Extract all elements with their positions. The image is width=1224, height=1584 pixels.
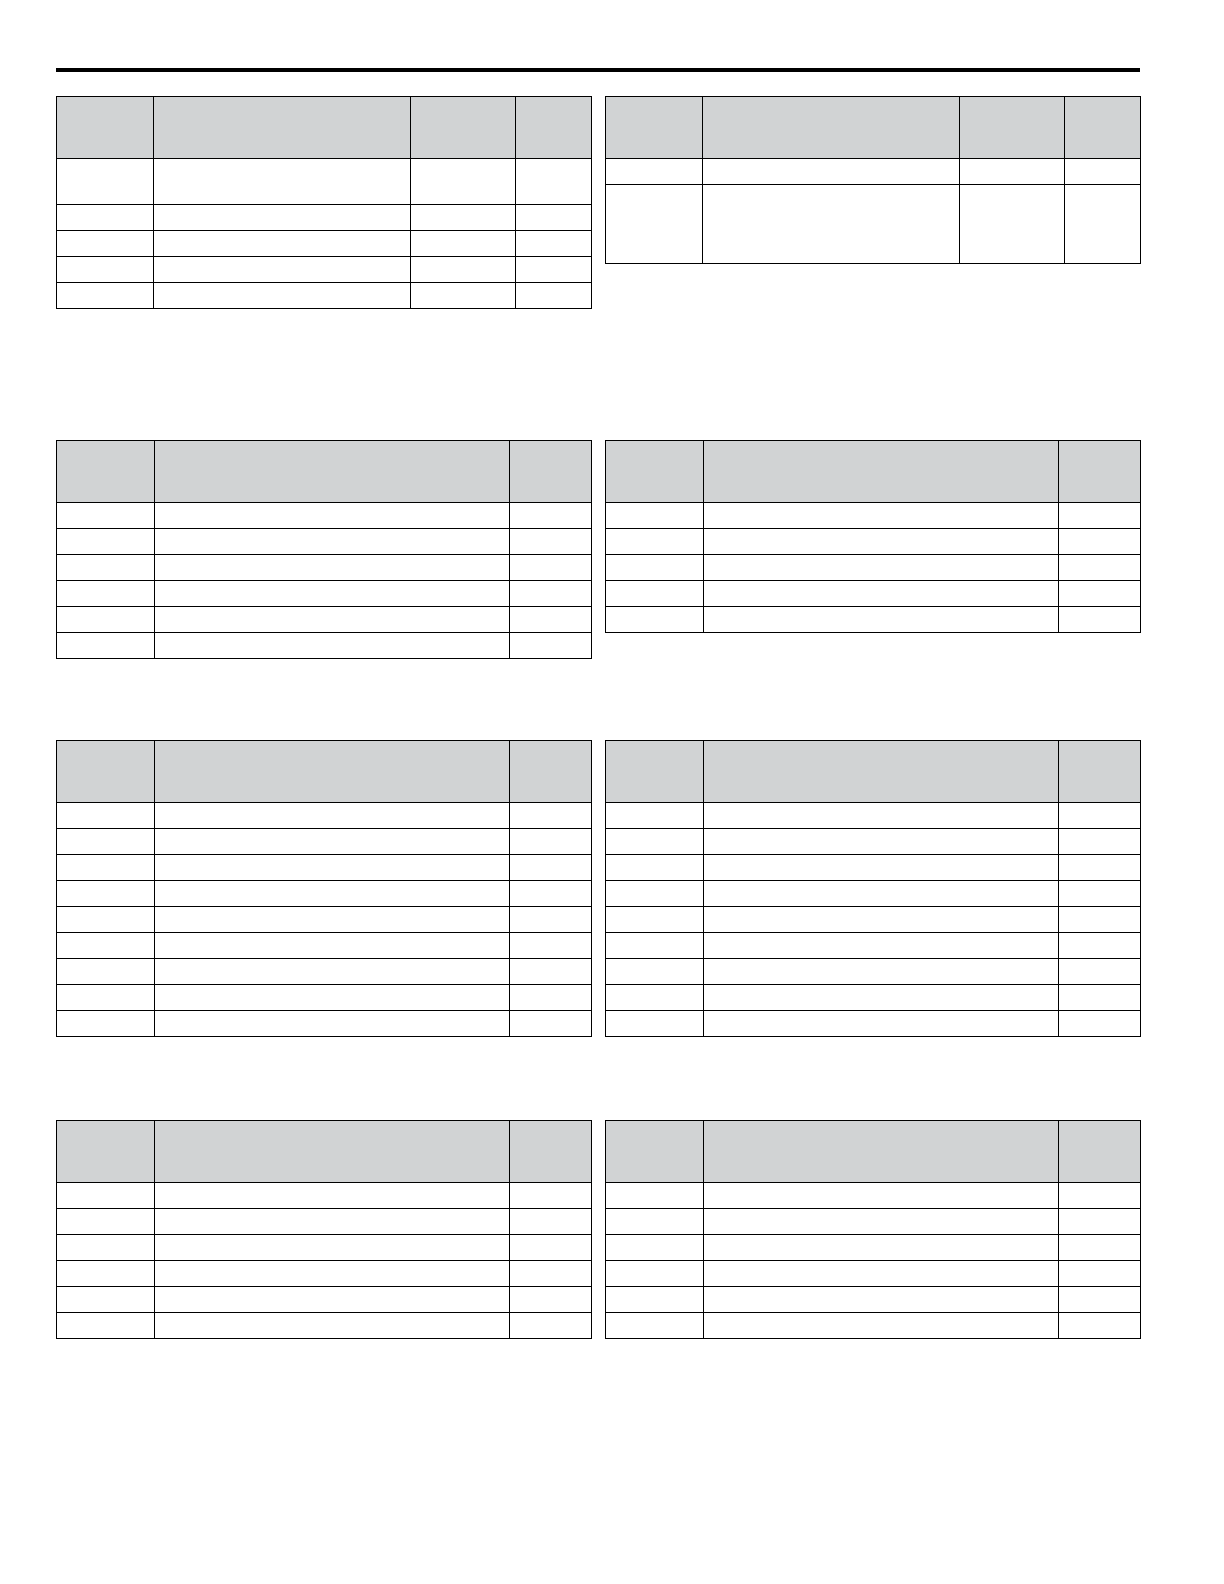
- table-cell: [704, 881, 1059, 907]
- table-cell: [1065, 159, 1141, 185]
- table-header-row: [606, 1121, 1141, 1183]
- table-row: [57, 581, 592, 607]
- table-cell: [1059, 959, 1141, 985]
- table-row: [57, 503, 592, 529]
- table-cell: [606, 607, 704, 633]
- table-row: [57, 1313, 592, 1339]
- table-row: [57, 529, 592, 555]
- table-cell: [606, 185, 703, 264]
- table-row: [606, 855, 1141, 881]
- header-cell: [1059, 741, 1141, 803]
- header-cell: [155, 741, 510, 803]
- table-row: [606, 185, 1141, 264]
- table-cell: [155, 829, 510, 855]
- table-cell: [155, 503, 510, 529]
- table-cell: [57, 633, 155, 659]
- table-cell: [510, 1209, 592, 1235]
- table-cell: [606, 881, 704, 907]
- table-cell: [155, 555, 510, 581]
- table-row: [57, 829, 592, 855]
- table-cell: [57, 283, 154, 309]
- table-cell: [154, 257, 411, 283]
- table-row: [57, 231, 592, 257]
- table-cell: [703, 159, 960, 185]
- table-cell: [154, 231, 411, 257]
- table-row: [606, 881, 1141, 907]
- header-cell: [704, 441, 1059, 503]
- header-cell: [1059, 1121, 1141, 1183]
- table-header-row: [57, 741, 592, 803]
- table-row: [606, 607, 1141, 633]
- table-row: [606, 503, 1141, 529]
- table-cell: [510, 1011, 592, 1037]
- table-cell: [510, 581, 592, 607]
- table-cell: [516, 205, 592, 231]
- table-cell: [57, 529, 155, 555]
- table-row: [57, 881, 592, 907]
- table-cell: [1059, 529, 1141, 555]
- table-cell: [606, 503, 704, 529]
- table-row: [606, 581, 1141, 607]
- header-cell: [510, 441, 592, 503]
- table-cell: [704, 581, 1059, 607]
- header-cell: [155, 441, 510, 503]
- table-cell: [411, 257, 516, 283]
- header-cell: [510, 741, 592, 803]
- table-cell: [154, 283, 411, 309]
- table-cell: [704, 803, 1059, 829]
- table-cell: [57, 159, 154, 205]
- table-cell: [510, 529, 592, 555]
- table-cell: [606, 529, 704, 555]
- table-cell: [1059, 581, 1141, 607]
- table-cell: [703, 185, 960, 264]
- table-cell: [57, 829, 155, 855]
- table-cell: [510, 633, 592, 659]
- table-row: [606, 555, 1141, 581]
- table-cell: [57, 985, 155, 1011]
- table-cell: [155, 1287, 510, 1313]
- table-cell: [1059, 607, 1141, 633]
- table-cell: [155, 581, 510, 607]
- header-rule: [56, 68, 1140, 72]
- table-cell: [704, 1183, 1059, 1209]
- table-cell: [704, 1313, 1059, 1339]
- table-cell: [57, 1313, 155, 1339]
- table-cell: [704, 607, 1059, 633]
- table-cell: [155, 1261, 510, 1287]
- table-cell: [57, 581, 155, 607]
- table-row: [606, 1287, 1141, 1313]
- table-cell: [510, 607, 592, 633]
- table-cell: [606, 803, 704, 829]
- table-cell: [1059, 555, 1141, 581]
- table-cell: [704, 1235, 1059, 1261]
- table-cell: [606, 855, 704, 881]
- table-2: [605, 96, 1141, 264]
- table-row: [606, 1209, 1141, 1235]
- header-cell: [155, 1121, 510, 1183]
- table-cell: [155, 959, 510, 985]
- header-cell: [703, 97, 960, 159]
- table-row: [57, 855, 592, 881]
- header-cell: [704, 1121, 1059, 1183]
- table-cell: [510, 959, 592, 985]
- table-cell: [606, 933, 704, 959]
- table-cell: [516, 231, 592, 257]
- table-cell: [704, 503, 1059, 529]
- table-cell: [510, 1313, 592, 1339]
- table-cell: [510, 881, 592, 907]
- table-row: [57, 1011, 592, 1037]
- table-row: [57, 803, 592, 829]
- table-cell: [606, 159, 703, 185]
- table-header-row: [606, 97, 1141, 159]
- table-cell: [57, 1183, 155, 1209]
- table-cell: [57, 803, 155, 829]
- table-cell: [606, 1235, 704, 1261]
- table-row: [57, 1261, 592, 1287]
- table-cell: [155, 907, 510, 933]
- table-row: [57, 933, 592, 959]
- table-cell: [1059, 1287, 1141, 1313]
- table-header-row: [606, 741, 1141, 803]
- table-cell: [155, 1011, 510, 1037]
- table-cell: [1059, 803, 1141, 829]
- table-3: [56, 440, 592, 659]
- table-cell: [510, 1183, 592, 1209]
- table-cell: [57, 205, 154, 231]
- table-cell: [1059, 829, 1141, 855]
- header-cell: [606, 741, 704, 803]
- table-cell: [704, 959, 1059, 985]
- header-cell: [57, 441, 155, 503]
- table-cell: [57, 1287, 155, 1313]
- table-cell: [510, 1287, 592, 1313]
- table-cell: [516, 159, 592, 205]
- table-cell: [57, 855, 155, 881]
- table-cell: [1059, 855, 1141, 881]
- table-cell: [1059, 985, 1141, 1011]
- table-cell: [606, 959, 704, 985]
- table-cell: [510, 985, 592, 1011]
- table-cell: [606, 1209, 704, 1235]
- table-row: [606, 1235, 1141, 1261]
- table-cell: [704, 1287, 1059, 1313]
- table-cell: [606, 1011, 704, 1037]
- table-cell: [510, 855, 592, 881]
- table-row: [606, 1313, 1141, 1339]
- table-cell: [606, 555, 704, 581]
- table-cell: [704, 933, 1059, 959]
- table-cell: [510, 829, 592, 855]
- table-cell: [1059, 503, 1141, 529]
- table-cell: [960, 159, 1065, 185]
- table-row: [606, 159, 1141, 185]
- table-cell: [411, 283, 516, 309]
- table-cell: [155, 933, 510, 959]
- table-row: [57, 985, 592, 1011]
- table-cell: [155, 803, 510, 829]
- table-cell: [704, 555, 1059, 581]
- table-cell: [155, 881, 510, 907]
- table-row: [57, 1183, 592, 1209]
- table-header-row: [606, 441, 1141, 503]
- table-cell: [510, 503, 592, 529]
- header-cell: [960, 97, 1065, 159]
- table-cell: [57, 1011, 155, 1037]
- table-1: [56, 96, 592, 309]
- table-cell: [411, 205, 516, 231]
- table-cell: [606, 1183, 704, 1209]
- table-header-row: [57, 97, 592, 159]
- table-cell: [57, 959, 155, 985]
- table-cell: [704, 1011, 1059, 1037]
- table-cell: [57, 881, 155, 907]
- table-cell: [57, 933, 155, 959]
- table-header-row: [57, 441, 592, 503]
- table-cell: [704, 529, 1059, 555]
- table-cell: [510, 803, 592, 829]
- header-cell: [510, 1121, 592, 1183]
- table-cell: [606, 985, 704, 1011]
- table-cell: [57, 503, 155, 529]
- table-cell: [1059, 1183, 1141, 1209]
- header-cell: [606, 1121, 704, 1183]
- table-row: [57, 257, 592, 283]
- table-cell: [1059, 1011, 1141, 1037]
- table-cell: [57, 1235, 155, 1261]
- table-cell: [1059, 1313, 1141, 1339]
- table-cell: [411, 159, 516, 205]
- header-cell: [606, 441, 704, 503]
- table-cell: [154, 159, 411, 205]
- table-row: [57, 205, 592, 231]
- table-cell: [606, 829, 704, 855]
- table-row: [606, 959, 1141, 985]
- header-cell: [606, 97, 703, 159]
- table-cell: [57, 257, 154, 283]
- table-cell: [1059, 881, 1141, 907]
- table-row: [57, 1287, 592, 1313]
- table-cell: [516, 257, 592, 283]
- header-cell: [154, 97, 411, 159]
- table-cell: [155, 1183, 510, 1209]
- table-cell: [154, 205, 411, 231]
- table-cell: [57, 555, 155, 581]
- table-7: [56, 1120, 592, 1339]
- table-row: [606, 907, 1141, 933]
- table-cell: [155, 855, 510, 881]
- table-cell: [411, 231, 516, 257]
- table-cell: [155, 985, 510, 1011]
- table-cell: [57, 1261, 155, 1287]
- table-row: [606, 1011, 1141, 1037]
- table-row: [606, 1183, 1141, 1209]
- table-4: [605, 440, 1141, 633]
- header-cell: [704, 741, 1059, 803]
- table-cell: [704, 1261, 1059, 1287]
- table-cell: [57, 231, 154, 257]
- table-cell: [606, 581, 704, 607]
- table-cell: [57, 1209, 155, 1235]
- header-cell: [516, 97, 592, 159]
- table-cell: [606, 1313, 704, 1339]
- table-cell: [155, 1235, 510, 1261]
- header-cell: [57, 97, 154, 159]
- table-row: [606, 803, 1141, 829]
- table-cell: [704, 855, 1059, 881]
- table-header-row: [57, 1121, 592, 1183]
- header-cell: [57, 1121, 155, 1183]
- header-cell: [57, 741, 155, 803]
- table-cell: [704, 1209, 1059, 1235]
- table-row: [606, 933, 1141, 959]
- table-cell: [155, 1209, 510, 1235]
- table-8: [605, 1120, 1141, 1339]
- table-row: [606, 985, 1141, 1011]
- table-cell: [704, 985, 1059, 1011]
- table-row: [57, 959, 592, 985]
- table-cell: [510, 1261, 592, 1287]
- header-cell: [411, 97, 516, 159]
- table-6: [605, 740, 1141, 1037]
- table-cell: [606, 907, 704, 933]
- table-cell: [155, 633, 510, 659]
- table-cell: [155, 607, 510, 633]
- table-cell: [1059, 907, 1141, 933]
- table-cell: [516, 283, 592, 309]
- table-cell: [1059, 1235, 1141, 1261]
- table-cell: [606, 1261, 704, 1287]
- table-cell: [155, 529, 510, 555]
- table-cell: [57, 607, 155, 633]
- table-row: [606, 1261, 1141, 1287]
- table-cell: [704, 907, 1059, 933]
- table-row: [606, 529, 1141, 555]
- table-row: [57, 283, 592, 309]
- table-row: [57, 1209, 592, 1235]
- table-row: [57, 633, 592, 659]
- table-cell: [510, 555, 592, 581]
- table-cell: [510, 1235, 592, 1261]
- header-cell: [1059, 441, 1141, 503]
- table-row: [57, 907, 592, 933]
- table-cell: [1059, 1209, 1141, 1235]
- table-cell: [960, 185, 1065, 264]
- table-5: [56, 740, 592, 1037]
- table-cell: [155, 1313, 510, 1339]
- table-row: [57, 607, 592, 633]
- table-row: [57, 159, 592, 205]
- table-row: [57, 1235, 592, 1261]
- table-cell: [1065, 185, 1141, 264]
- table-cell: [704, 829, 1059, 855]
- table-cell: [510, 907, 592, 933]
- header-cell: [1065, 97, 1141, 159]
- table-cell: [1059, 1261, 1141, 1287]
- table-cell: [1059, 933, 1141, 959]
- table-row: [57, 555, 592, 581]
- table-row: [606, 829, 1141, 855]
- table-cell: [510, 933, 592, 959]
- table-cell: [57, 907, 155, 933]
- table-cell: [606, 1287, 704, 1313]
